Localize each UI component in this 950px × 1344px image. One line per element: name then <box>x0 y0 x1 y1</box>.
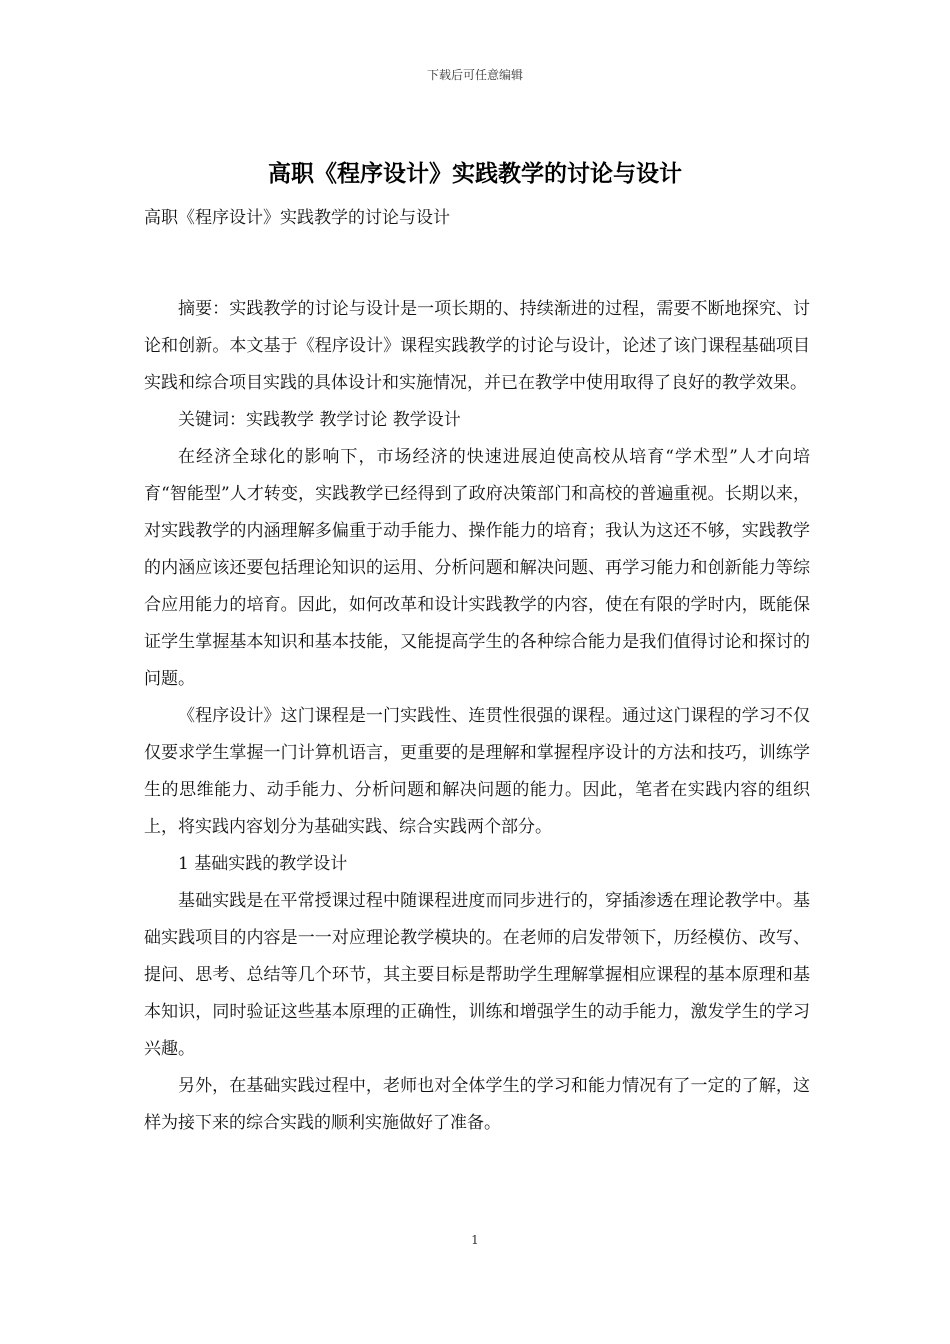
body-paragraph: 基础实践是在平常授课过程中随课程进度而同步进行的，穿插渗透在理论教学中。基础实践项目的内容是一一对应理论教学模块的。在老师的启发带领下，历经模仿、改写、提问、思考、总结等几个环节，其主要目标是帮助学生理解掌握相应课程的基本原理和基本知识，同时验证这些基本原理的正确性，训练和增强学生的动手能力，激发学生的学习兴趣。 <box>144 891 810 1059</box>
section-heading: 1 基础实践的教学设计 <box>178 854 348 874</box>
page-number: 1 <box>471 1233 479 1247</box>
document-title: 高职《程序设计》实践教学的讨论与设计 <box>268 160 682 187</box>
body-paragraph: 《程序设计》这门课程是一门实践性、连贯性很强的课程。通过这门课程的学习不仅仅要求学生掌握一门计算机语言，更重要的是理解和掌握程序设计的方法和技巧，训练学生的思维能力、动手能力、分析问题和解决问题的能力。因此，笔者在实践内容的组织上，将实践内容划分为基础实践、综合实践两个部分。 <box>144 706 810 837</box>
body-paragraph: 在经济全球化的影响下，市场经济的快速进展迫使高校从培育“学术型”人才向培育“智能型”人才转变，实践教学已经得到了政府决策部门和高校的普遍重视。长期以来，对实践教学的内涵理解多偏重于动手能力、操作能力的培育；我认为这还不够，实践教学的内涵应该还要包括理论知识的运用、分析问题和解决问题、再学习能力和创新能力等综合应用能力的培育。因此，如何改革和设计实践教学的内容，使在有限的学时内，既能保证学生掌握基本知识和基本技能，又能提高学生的各种综合能力是我们值得讨论和探讨的问题。 <box>144 447 810 689</box>
document-body <box>144 200 810 1142</box>
document-subtitle: 高职《程序设计》实践教学的讨论与设计 <box>144 208 450 228</box>
page-header-note: 下载后可任意编辑 <box>426 68 523 82</box>
body-paragraph: 另外，在基础实践过程中，老师也对全体学生的学习和能力情况有了一定的了解，这样为接下来的综合实践的顺利实施做好了准备。 <box>144 1076 810 1133</box>
abstract-paragraph: 摘要：实践教学的讨论与设计是一项长期的、持续渐进的过程，需要不断地探究、讨论和创新。本文基于《程序设计》课程实践教学的讨论与设计，论述了该门课程基础项目实践和综合项目实践的具体设计和实施情况，并已在教学中使用取得了良好的教学效果。 <box>144 299 810 393</box>
keywords-line: 关键词：实践教学 教学讨论 教学设计 <box>178 410 461 430</box>
